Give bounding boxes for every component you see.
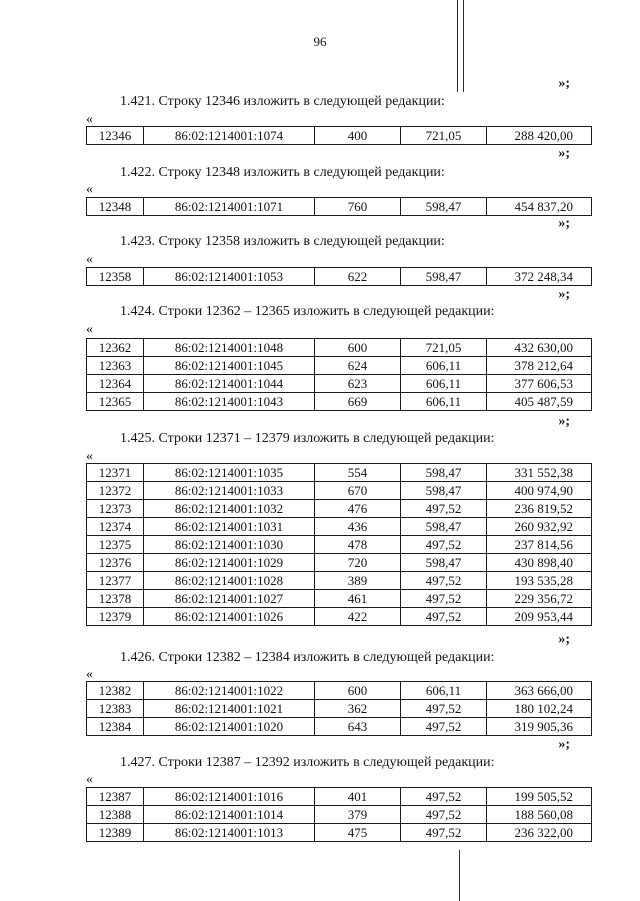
row-number-cell: 12383: [87, 700, 144, 718]
rate-cell: 598,47: [401, 198, 487, 216]
table-row: [87, 464, 592, 482]
section-heading: 1.425. Строки 12371 – 12379 изложить в следующей редакции:: [120, 431, 495, 446]
cadastral-number-cell: 86:02:1214001:1031: [144, 518, 315, 536]
row-number-cell: 12387: [87, 788, 144, 806]
table-row: [87, 198, 592, 216]
row-number-cell: 12377: [87, 572, 144, 590]
value-cell: 199 505,52: [487, 788, 592, 806]
table-row: [87, 718, 592, 736]
table-row: [87, 590, 592, 608]
closing-quote: »;: [558, 632, 570, 647]
table-row: [87, 554, 592, 572]
cadastral-number-cell: 86:02:1214001:1044: [144, 375, 315, 393]
value-cell: 378 212,64: [487, 357, 592, 375]
data-table: [86, 463, 592, 626]
table-row: [87, 339, 592, 357]
rate-cell: 598,47: [401, 518, 487, 536]
section-heading: 1.422. Строку 12348 изложить в следующей редакции:: [120, 165, 445, 180]
row-number-cell: 12388: [87, 806, 144, 824]
cadastral-number-cell: 86:02:1214001:1013: [144, 824, 315, 842]
value-cell: 288 420,00: [487, 127, 592, 145]
cadastral-number-cell: 86:02:1214001:1016: [144, 788, 315, 806]
closing-quote: »;: [558, 287, 570, 302]
opening-quote: «: [86, 112, 93, 127]
table-row: [87, 375, 592, 393]
value-cell: 331 552,38: [487, 464, 592, 482]
value-cell: 405 487,59: [487, 393, 592, 411]
area-cell: 362: [315, 700, 401, 718]
table-row: [87, 500, 592, 518]
table-row: [87, 536, 592, 554]
data-table: [86, 267, 592, 286]
section-heading: 1.421. Строку 12346 изложить в следующей редакции:: [120, 94, 445, 109]
table-row: [87, 806, 592, 824]
area-cell: 476: [315, 500, 401, 518]
area-cell: 600: [315, 682, 401, 700]
area-cell: 669: [315, 393, 401, 411]
area-cell: 401: [315, 788, 401, 806]
table-row: [87, 393, 592, 411]
rate-cell: 606,11: [401, 375, 487, 393]
table-row: [87, 357, 592, 375]
area-cell: 400: [315, 127, 401, 145]
rate-cell: 598,47: [401, 482, 487, 500]
value-cell: 193 535,28: [487, 572, 592, 590]
value-cell: 209 953,44: [487, 608, 592, 626]
area-cell: 475: [315, 824, 401, 842]
value-cell: 454 837,20: [487, 198, 592, 216]
rate-cell: 497,52: [401, 700, 487, 718]
table-row: [87, 482, 592, 500]
cadastral-number-cell: 86:02:1214001:1014: [144, 806, 315, 824]
closing-quote: »;: [558, 414, 570, 429]
area-cell: 436: [315, 518, 401, 536]
row-number-cell: 12374: [87, 518, 144, 536]
value-cell: 377 606,53: [487, 375, 592, 393]
value-cell: 236 819,52: [487, 500, 592, 518]
cadastral-number-cell: 86:02:1214001:1043: [144, 393, 315, 411]
closing-quote: »;: [558, 216, 570, 231]
section-heading: 1.423. Строку 12358 изложить в следующей редакции:: [120, 234, 445, 249]
binding-margin-line: [459, 850, 460, 901]
closing-quote: »;: [558, 76, 570, 91]
rate-cell: 606,11: [401, 393, 487, 411]
data-table: [86, 338, 592, 411]
row-number-cell: 12372: [87, 482, 144, 500]
value-cell: 372 248,34: [487, 268, 592, 286]
opening-quote: «: [86, 772, 93, 787]
data-table: [86, 787, 592, 842]
rate-cell: 721,05: [401, 339, 487, 357]
table-row: [87, 268, 592, 286]
rate-cell: 497,52: [401, 590, 487, 608]
value-cell: 229 356,72: [487, 590, 592, 608]
row-number-cell: 12365: [87, 393, 144, 411]
section-heading: 1.427. Строки 12387 – 12392 изложить в следующей редакции:: [120, 755, 495, 770]
rate-cell: 497,52: [401, 824, 487, 842]
section-heading: 1.426. Строки 12382 – 12384 изложить в следующей редакции:: [120, 650, 495, 665]
area-cell: 643: [315, 718, 401, 736]
opening-quote: «: [86, 182, 93, 197]
area-cell: 379: [315, 806, 401, 824]
cadastral-number-cell: 86:02:1214001:1026: [144, 608, 315, 626]
row-number-cell: 12362: [87, 339, 144, 357]
cadastral-number-cell: 86:02:1214001:1053: [144, 268, 315, 286]
rate-cell: 497,52: [401, 536, 487, 554]
closing-quote: »;: [558, 146, 570, 161]
rate-cell: 497,52: [401, 572, 487, 590]
rate-cell: 606,11: [401, 682, 487, 700]
opening-quote: «: [86, 252, 93, 267]
value-cell: 430 898,40: [487, 554, 592, 572]
binding-margin-line: [463, 0, 464, 92]
rate-cell: 606,11: [401, 357, 487, 375]
rate-cell: 598,47: [401, 464, 487, 482]
value-cell: 188 560,08: [487, 806, 592, 824]
row-number-cell: 12358: [87, 268, 144, 286]
table-row: [87, 608, 592, 626]
cadastral-number-cell: 86:02:1214001:1022: [144, 682, 315, 700]
rate-cell: 598,47: [401, 554, 487, 572]
area-cell: 623: [315, 375, 401, 393]
area-cell: 622: [315, 268, 401, 286]
rate-cell: 721,05: [401, 127, 487, 145]
table-row: [87, 824, 592, 842]
row-number-cell: 12364: [87, 375, 144, 393]
cadastral-number-cell: 86:02:1214001:1035: [144, 464, 315, 482]
table-row: [87, 682, 592, 700]
closing-quote: »;: [558, 737, 570, 752]
value-cell: 236 322,00: [487, 824, 592, 842]
row-number-cell: 12375: [87, 536, 144, 554]
value-cell: 363 666,00: [487, 682, 592, 700]
table-row: [87, 700, 592, 718]
cadastral-number-cell: 86:02:1214001:1074: [144, 127, 315, 145]
row-number-cell: 12379: [87, 608, 144, 626]
area-cell: 624: [315, 357, 401, 375]
area-cell: 670: [315, 482, 401, 500]
page-number: 96: [313, 34, 327, 49]
row-number-cell: 12382: [87, 682, 144, 700]
opening-quote: «: [86, 449, 93, 464]
table-row: [87, 572, 592, 590]
row-number-cell: 12348: [87, 198, 144, 216]
data-table: [86, 197, 592, 216]
table-row: [87, 127, 592, 145]
area-cell: 760: [315, 198, 401, 216]
rate-cell: 497,52: [401, 500, 487, 518]
value-cell: 260 932,92: [487, 518, 592, 536]
value-cell: 319 905,36: [487, 718, 592, 736]
row-number-cell: 12384: [87, 718, 144, 736]
cadastral-number-cell: 86:02:1214001:1021: [144, 700, 315, 718]
opening-quote: «: [86, 322, 93, 337]
row-number-cell: 12389: [87, 824, 144, 842]
row-number-cell: 12378: [87, 590, 144, 608]
table-row: [87, 518, 592, 536]
area-cell: 389: [315, 572, 401, 590]
cadastral-number-cell: 86:02:1214001:1028: [144, 572, 315, 590]
data-table: [86, 681, 592, 736]
area-cell: 461: [315, 590, 401, 608]
cadastral-number-cell: 86:02:1214001:1071: [144, 198, 315, 216]
cadastral-number-cell: 86:02:1214001:1030: [144, 536, 315, 554]
cadastral-number-cell: 86:02:1214001:1029: [144, 554, 315, 572]
row-number-cell: 12376: [87, 554, 144, 572]
data-table: [86, 126, 592, 145]
row-number-cell: 12371: [87, 464, 144, 482]
rate-cell: 497,52: [401, 718, 487, 736]
section-heading: 1.424. Строки 12362 – 12365 изложить в следующей редакции:: [120, 304, 495, 319]
rate-cell: 497,52: [401, 608, 487, 626]
binding-margin-line: [457, 0, 458, 92]
area-cell: 720: [315, 554, 401, 572]
area-cell: 554: [315, 464, 401, 482]
rate-cell: 497,52: [401, 806, 487, 824]
value-cell: 432 630,00: [487, 339, 592, 357]
area-cell: 600: [315, 339, 401, 357]
row-number-cell: 12363: [87, 357, 144, 375]
cadastral-number-cell: 86:02:1214001:1020: [144, 718, 315, 736]
row-number-cell: 12346: [87, 127, 144, 145]
value-cell: 180 102,24: [487, 700, 592, 718]
value-cell: 237 814,56: [487, 536, 592, 554]
opening-quote: «: [86, 667, 93, 682]
cadastral-number-cell: 86:02:1214001:1048: [144, 339, 315, 357]
cadastral-number-cell: 86:02:1214001:1032: [144, 500, 315, 518]
cadastral-number-cell: 86:02:1214001:1045: [144, 357, 315, 375]
rate-cell: 598,47: [401, 268, 487, 286]
area-cell: 478: [315, 536, 401, 554]
cadastral-number-cell: 86:02:1214001:1033: [144, 482, 315, 500]
rate-cell: 497,52: [401, 788, 487, 806]
cadastral-number-cell: 86:02:1214001:1027: [144, 590, 315, 608]
row-number-cell: 12373: [87, 500, 144, 518]
table-row: [87, 788, 592, 806]
value-cell: 400 974,90: [487, 482, 592, 500]
area-cell: 422: [315, 608, 401, 626]
